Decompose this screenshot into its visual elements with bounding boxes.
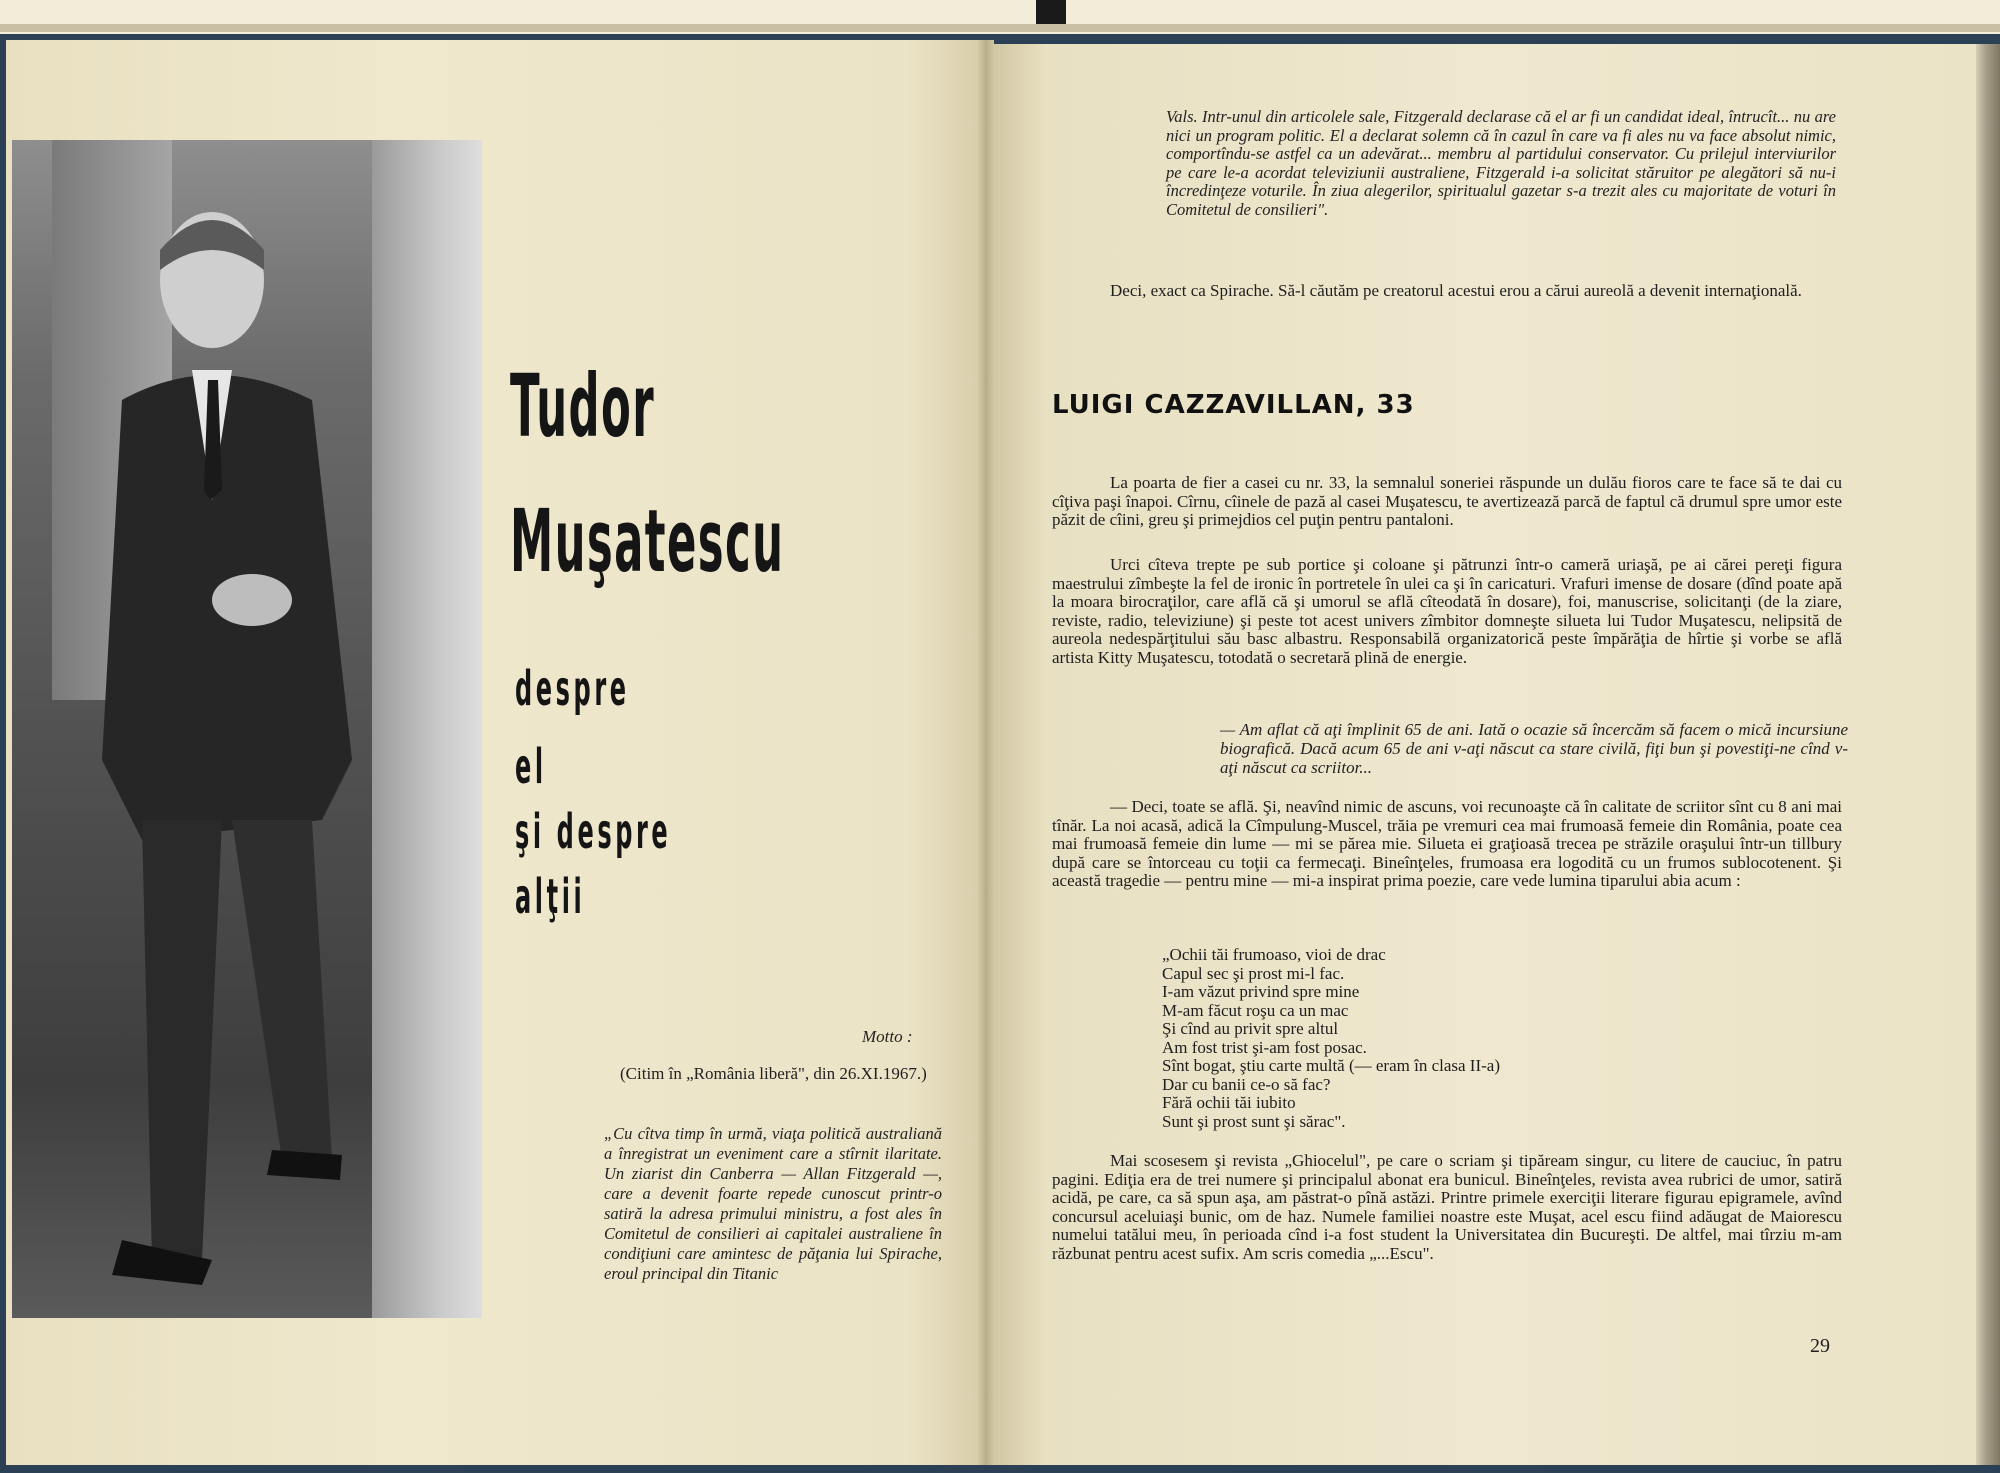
intro-paragraph: Deci, exact ca Spirache. Să-l căutăm pe creatorul acestui erou a cărui aureolă a devenit internaţională. (1110, 281, 1802, 300)
poem-line: „Ochii tăi frumoaso, vioi de drac (1162, 945, 1386, 964)
portrait-photo (12, 140, 482, 1318)
paragraph-2: Urci cîteva trepte pe sub portice şi coloane şi pătrunzi într-o cameră uriaşă, pe ai cărei pereţi figura maestrului zîmbeşte la fel de ironic în portretele în ulei ca şi în caricaturi. Vrafuri imense de dosare (dînd poate apă la moara birocraţilor, care află că şi umorul se află cîteodată în dosare), foi, manuscrise, solicitanţi (de la ziare, reviste, radio, televiziune) şi peste tot acest univers zîmbitor domneşte silueta lui Tudor Muşatescu, nelipsită de aureola nedespărţitului său basc albastru. Responsabilă organizatorică peste împărăţia de hîrtie şi vorbe se află artista Kitty Muşatescu, totodată o secretară plină de energie. (1052, 555, 1842, 667)
motto-label: Motto : (862, 1027, 913, 1046)
poem-line: Am fost trist şi-am fost posac. (1162, 1037, 1367, 1057)
photo-figure (82, 200, 382, 1300)
subtitle-line-2: el (515, 740, 547, 796)
poem-line: Dar cu banii ce-o să fac? (1162, 1074, 1331, 1094)
poem-line: M-am făcut roşu ca un mac (1162, 1000, 1349, 1020)
article-title-last-name: Muşatescu (510, 490, 785, 593)
poem-line: Şi cînd au privit spre altul (1162, 1019, 1339, 1038)
bookmark-ribbon (1036, 0, 1066, 24)
quote-continued: Vals. Intr-unul din articolele sale, Fitzgerald declarase că el ar fi un candidat ideal, întrucît... nu are nici un program politic. El a declarat solemn că în cazul în care va fi ales nu va face absolut nimic, comportîndu-se astfel ca un adevărat... membru al partidului conservator. Cu prilejul interviurilor pe care le-a acordat televiziunii australiene, Fitzgerald i-a solicitat stăruitor pe alegători să nu-i încredinţeze voturile. În ziua alegerilor, spiritualul gazetar s-a trezit ales cu majoritate de voturi în Comitetul de consilieri". (1166, 107, 1836, 219)
poem-line: Sînt bogat, ştiu carte multă (— eram în clasa II-a) (1162, 1056, 1500, 1075)
subtitle-line-3: şi despre (515, 805, 672, 861)
page-number: 29 (1810, 1335, 1830, 1357)
poem-line: Fără ochii tăi iubito (1162, 1093, 1296, 1112)
paragraph-3: — Deci, toate se află. Şi, neavînd nimic de ascuns, voi recunoaşte că în calitate de scriitor sînt cu 8 ani mai tînăr. La noi acasă, adică la Cîmpulung-Muscel, trăia pe vremuri cea mai frumoasă femeie din România, poate cea mai frumoasă femeie din lume — mi se părea mie. Silueta ei graţioasă trecea pe străzile oraşului într-un tillbury după care se întorceau cu toţii ca fermecaţi. Bineînţeles, frumoasa era logodită cu un frumos sublocotenent. Şi această tragedie — pentru mine — mi-a inspirat prima poezie, care vede lumina tiparului abia acum : (1052, 797, 1842, 890)
book-top-edge (0, 0, 2000, 34)
book-page-edges (1976, 44, 2000, 1465)
article-title-first-name: Tudor (510, 355, 656, 458)
section-heading: LUIGI CAZZAVILLAN, 33 (1052, 390, 1415, 420)
book-top-band (0, 24, 2000, 32)
book-gutter (978, 40, 994, 1465)
paragraph-4: Mai scosesem şi revista „Ghiocelul", pe care o scriam şi tipăream singur, cu litere de cauciuc, în patru pagini. Ediţia era de trei numere şi principalul abonat era bunicul. Bineînţeles, revista avea rubrici de umor, satiră acidă, pe care, ca să spun aşa, am păstrat-o pînă astăzi. Printre primele exerciţii literare figurau epigramele, avînd concursul aceluiaşi bunic, om de haz. Numele familiei noastre este Muşat, acel escu fiind adăugat de Maiorescu numelui tatălui meu, în perioada cînd i-a fost student la Universitatea din Bucureşti. De altfel, mai tîrziu m-am răzbunat pentru acest sufix. Am scris comedia „...Escu". (1052, 1151, 1842, 1263)
poem-line: Capul sec şi prost mi-l fac. (1162, 963, 1345, 983)
subtitle-line-1: despre (515, 662, 630, 718)
poem (1162, 946, 1500, 1131)
motto-quote: „Cu cîtva timp în urmă, viaţa politică australiană a înregistrat un eveniment care a stîrnit ilaritate. Un ziarist din Canberra — Allan Fitzgerald —, care a devenit foarte repede cunoscut printr-o satiră la adresa primului ministru, a fost ales în Comitetul de consilieri ai capitalei australiene în condiţiuni care amintesc de păţania lui Spirache, eroul principal din Titanic (604, 1124, 942, 1283)
poem-line: Sunt şi prost sunt şi sărac". (1162, 1111, 1346, 1131)
poem-line: I-am văzut privind spre mine (1162, 982, 1360, 1001)
photo-wall (372, 140, 482, 1318)
motto-citation: (Citim în „România liberă", din 26.XI.1967.) (620, 1064, 927, 1083)
interview-question: — Am aflat că aţi împlinit 65 de ani. Iată o ocazie să încercăm să facem o mică incursiune biografică. Dacă acum 65 de ani v-aţi născut ca stare civilă, fiţi bun şi povestiţi-ne cînd v-aţi născut ca scriitor... (1220, 720, 1848, 777)
paragraph-1: La poarta de fier a casei cu nr. 33, la semnalul soneriei răspunde un dulău fioros care te face să te dai cu cîţiva paşi înapoi. Cîrnu, cîinele de pază al casei Muşatescu, te avertizează parcă de faptul că drumul spre umor este păzit de cîini, greu şi primejdios cel puţin pentru pantaloni. (1052, 473, 1842, 529)
subtitle-line-4: alţii (515, 870, 586, 926)
